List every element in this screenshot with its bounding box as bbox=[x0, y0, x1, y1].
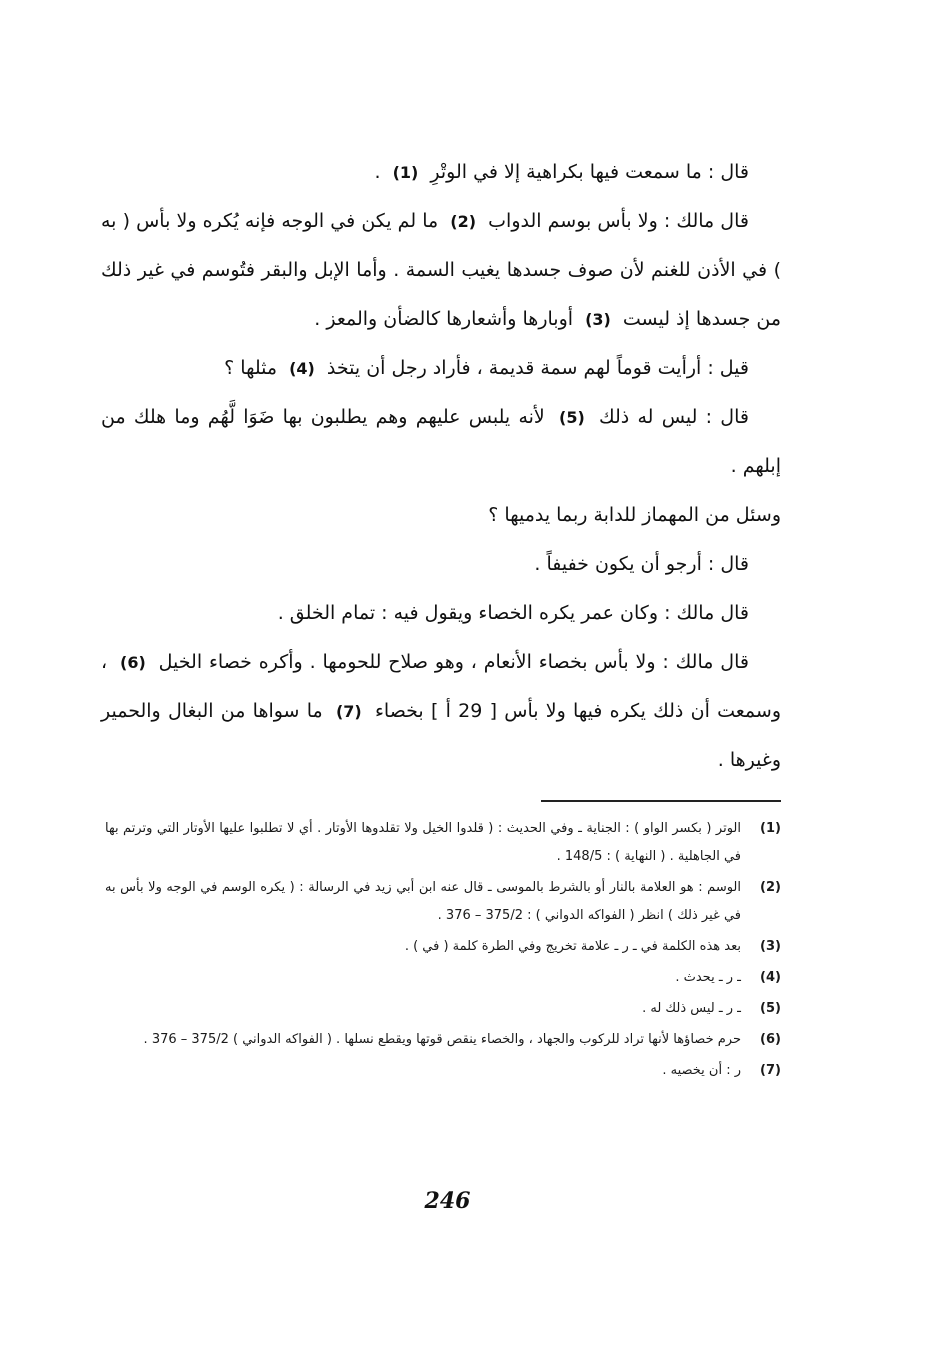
paragraph-3 bbox=[101, 344, 781, 393]
paragraph-4-text-b: لأنه يلبس عليهم وهم يطلبون بها ضَوَا لَّهُم وما هلك من إبلهم . bbox=[101, 406, 781, 477]
footnote-5 bbox=[105, 995, 781, 1023]
footnote-7 bbox=[105, 1057, 781, 1085]
paragraph-1-tail: . bbox=[374, 161, 381, 183]
footnote-text: ر : أن يخصيه . bbox=[662, 1063, 741, 1078]
paragraph-8-text-b: ، وسمعت أن ذلك يكره فيها ولا بأس [ 29 أ ] بخصاء bbox=[101, 651, 781, 722]
footnote-divider bbox=[541, 800, 781, 802]
footnote-1 bbox=[105, 815, 781, 871]
footnote-text: ـ ر ـ ليس ذلك له . bbox=[642, 1001, 741, 1016]
footnote-number: (1) bbox=[760, 821, 781, 836]
footnotes bbox=[105, 815, 781, 1088]
paragraph-5: وسئل من المهماز للدابة ربما يدميها ؟ bbox=[488, 504, 781, 526]
footnote-ref-3: (3) bbox=[585, 310, 611, 329]
footnote-text: بعد هذه الكلمة في ـ ر ـ علامة تخريج وفي الطرة كلمة ( في ) . bbox=[404, 939, 741, 954]
paragraph-4 bbox=[101, 393, 781, 491]
footnote-ref-6: (6) bbox=[120, 653, 146, 672]
footnote-ref-7: (7) bbox=[335, 702, 362, 721]
page-number: 246 bbox=[424, 1188, 471, 1214]
paragraph-8-text-c: ما سواها من البغال والحمير وغيرها . bbox=[101, 700, 781, 771]
footnote-number: (3) bbox=[760, 939, 781, 954]
paragraph-7: قال مالك : وكان عمر يكره الخصاء ويقول فيه : تمام الخلق . bbox=[277, 602, 749, 624]
paragraph-6: قال : أرجو أن يكون خفيفاً . bbox=[534, 553, 749, 575]
paragraph-8-text-a: قال مالك : ولا بأس بخصاء الأنعام ، وهو صلاح للحومها . وأكره خصاء الخيل bbox=[158, 651, 749, 673]
paragraph-2 bbox=[101, 197, 781, 344]
footnote-ref-4: (4) bbox=[289, 359, 315, 378]
footnote-text: الوسم : هو العلامة بالنار أو بالشرط بالموسى ـ قال عنه ابن أبي زيد في الرسالة : ( يكره الوسم في الوجه ولا بأس به في غير ذلك ) انظر ( الفواكه الدواني ) : 375/2 – 376 . bbox=[105, 880, 741, 923]
paragraph-1 bbox=[101, 148, 781, 197]
footnote-number: (4) bbox=[760, 970, 781, 985]
paragraph-1-text: قال : ما سمعت فيها بكراهية إلا في الوتْرِ bbox=[430, 161, 749, 183]
footnote-2 bbox=[105, 874, 781, 930]
footnote-3 bbox=[105, 933, 781, 961]
footnote-number: (7) bbox=[760, 1063, 781, 1078]
paragraph-8 bbox=[101, 638, 781, 785]
footnote-4 bbox=[105, 964, 781, 992]
footnote-text: حرم خصاؤها لأنها تراد للركوب والجهاد ، والخصاء ينقص قوتها ويقطع نسلها . ( الفواكه الدواني ) 375/2 – 376 . bbox=[143, 1032, 741, 1047]
main-text bbox=[101, 148, 781, 785]
paragraph-2-text-a: قال مالك : ولا بأس بوسم الدواب bbox=[488, 210, 749, 232]
footnote-ref-5: (5) bbox=[559, 408, 585, 427]
footnote-number: (2) bbox=[760, 880, 781, 895]
footnote-text: ـ ر ـ يحدث . bbox=[675, 970, 741, 985]
footnote-ref-2: (2) bbox=[450, 212, 477, 231]
paragraph-3-text-a: قيل : أرأيت قوماً لهم سمة قديمة ، فأراد رجل أن يتخذ bbox=[326, 357, 749, 379]
footnote-number: (5) bbox=[760, 1001, 781, 1016]
paragraph-2-text-b: ما لم يكن في الوجه فإنه يُكره ولا بأس ( به ) في الأذن للغنم لأن صوف جسدها يغيب السمة . وأما الإبل والبقر فتُوسم في غير ذلك من جسدها إذ ليست bbox=[101, 210, 781, 330]
footnote-6 bbox=[105, 1026, 781, 1054]
paragraph-4-text-a: قال : ليس له ذلك bbox=[599, 406, 749, 428]
footnote-number: (6) bbox=[760, 1032, 781, 1047]
footnote-ref-1: (1) bbox=[392, 163, 419, 182]
footnote-text: الوتر ( بكسر الواو ) : الجناية ـ وفي الحديث : ( قلدوا الخيل ولا تقلدوها الأوتار . أي لا تطلبوا عليها الأوتار التي وترتم بها في الجاهلية . ( النهاية ) : 148/5 . bbox=[105, 821, 741, 864]
paragraph-2-text-c: أوبارها وأشعارها كالضأن والمعز . bbox=[314, 308, 574, 330]
paragraph-3-text-b: مثلها ؟ bbox=[224, 357, 278, 379]
